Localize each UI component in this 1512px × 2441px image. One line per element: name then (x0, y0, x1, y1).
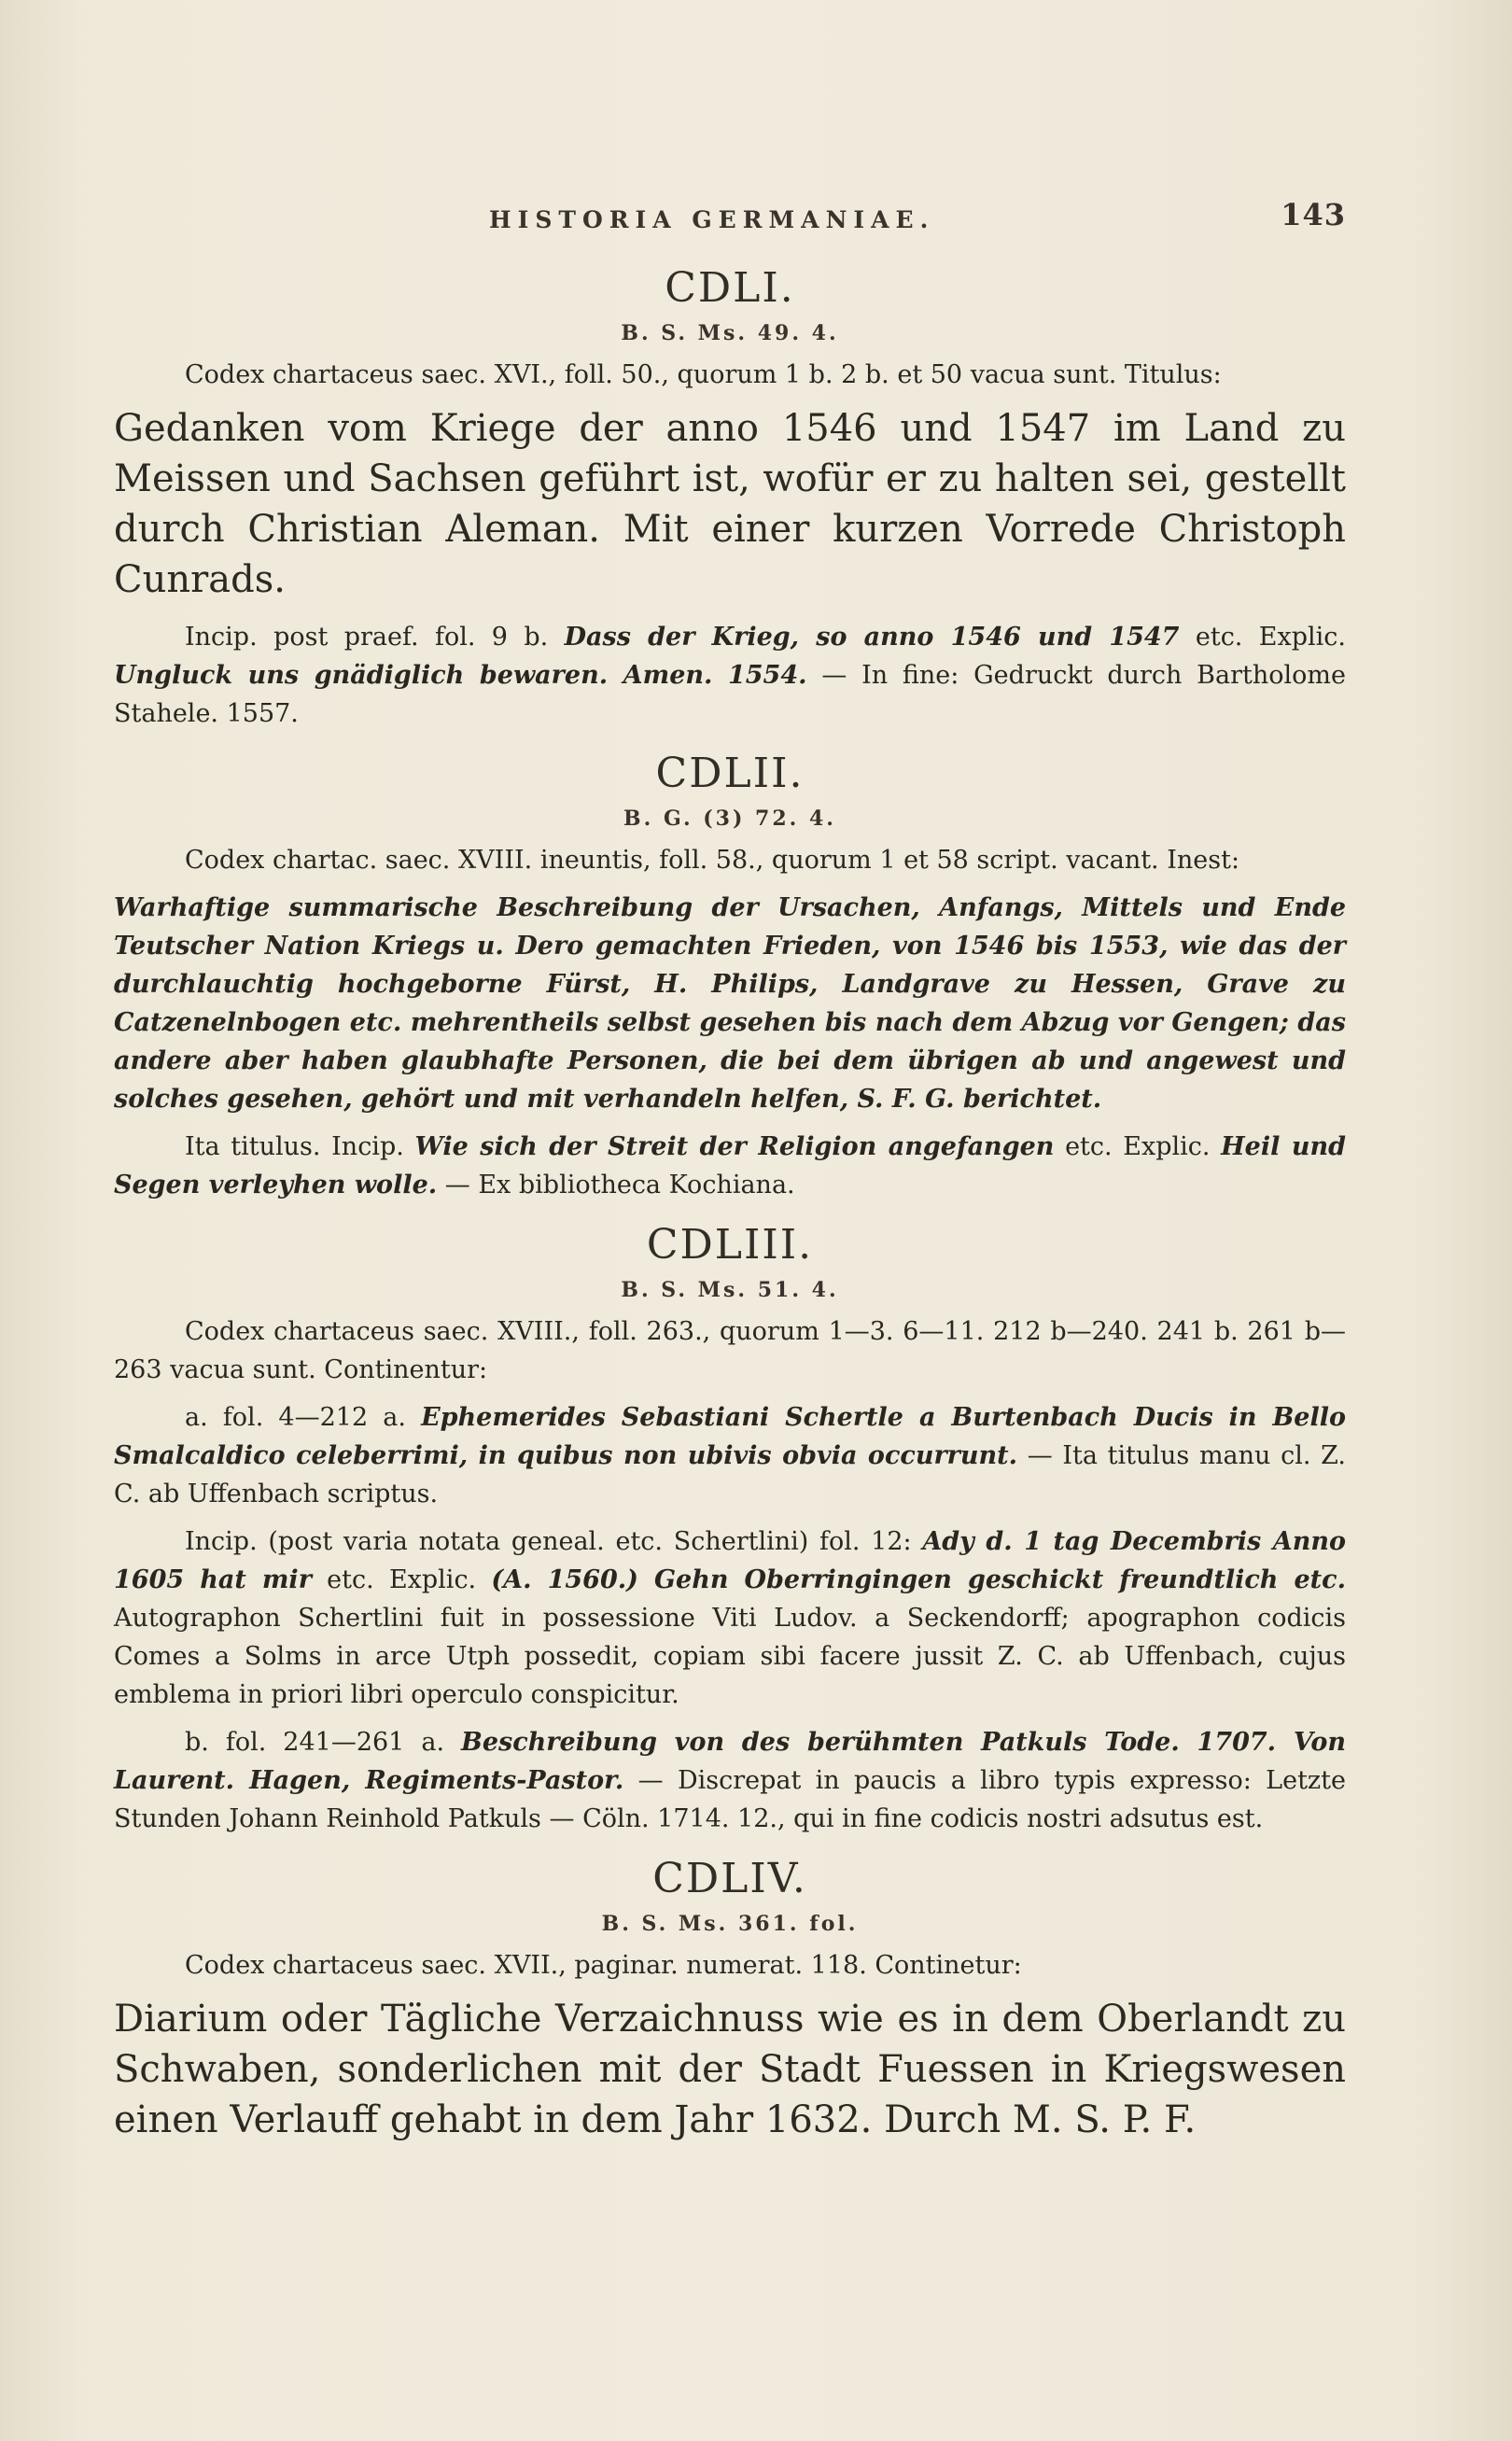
page-content (114, 191, 1346, 2158)
entry-cdli (114, 262, 1346, 733)
item-a-note: — Ita titulus manu cl. Z. C. ab Uffenbach scriptus. (114, 1441, 1346, 1508)
entry-cdlii (114, 748, 1346, 1204)
item-b (114, 1723, 1346, 1838)
provenance-note: — Ex bibliotheca Kochiana. (444, 1171, 795, 1199)
explicit-text: Ungluck uns gnädiglich bewaren. Amen. 1554. (114, 661, 807, 690)
incipit-text: Dass der Krieg, so anno 1546 und 1547 (564, 623, 1180, 652)
codex-description: Codex chartaceus saec. XVIII., foll. 263., quorum 1—3. 6—11. 212 b—240. 241 b. 261 b—263 vacua sunt. Continentur: (114, 1317, 1346, 1384)
item-b-title: Beschreibung von des berühmten Patkuls Tode. 1707. Von Laurent. Hagen, Regiments-Pastor. (114, 1728, 1346, 1795)
shelfmark: B. G. (3) 72. 4. (623, 807, 836, 831)
codex-description: Codex chartac. saec. XVIII. ineuntis, foll. 58., quorum 1 et 58 script. vacant. Inest: (185, 846, 1240, 875)
incipit-explicit (114, 1128, 1346, 1204)
explicit-label: etc. Explic. (1195, 623, 1346, 652)
item-a-title: Ephemerides Sebastiani Schertle a Burtenbach Ducis in Bello Smalcaldico celeberrimi, in quibus non ubivis obvia occurrunt. (114, 1403, 1346, 1470)
entry-number: CDLIV. (652, 1855, 807, 1902)
running-title: HISTORIA GERMANIAE. (489, 206, 935, 233)
incipit-label: Ita titulus. Incip. (185, 1132, 404, 1161)
shelfmark: B. S. Ms. 49. 4. (621, 321, 839, 345)
shelfmark: B. S. Ms. 51. 4. (621, 1278, 839, 1302)
item-a (114, 1398, 1346, 1513)
work-title: Gedanken vom Kriege der anno 1546 und 1547 im Land zu Meissen und Sachsen geführt ist, wofür er zu halten sei, gestellt durch Christian Aleman. Mit einer kurzen Vorrede Christoph Cunrads. (114, 407, 1346, 601)
entry-number: CDLI. (665, 264, 795, 312)
incipit-explicit (114, 618, 1346, 733)
incipit-label: Incip. (post varia notata geneal. etc. Schertlini) fol. 12: (185, 1527, 912, 1556)
codex-description: Codex chartaceus saec. XVI., foll. 50., quorum 1 b. 2 b. et 50 vacua sunt. Titulus: (185, 360, 1222, 389)
explicit-text: (A. 1560.) Gehn Oberringingen geschickt freundtlich etc. (491, 1565, 1346, 1594)
entry-cdliii (114, 1219, 1346, 1838)
explicit-label: etc. Explic. (327, 1565, 477, 1594)
print-note: — In fine: Gedruckt durch Bartholome Stahele. 1557. (114, 661, 1346, 728)
running-head (114, 191, 1346, 247)
entry-number: CDLII. (655, 750, 805, 797)
work-title: Diarium oder Tägliche Verzaichnuss wie es in dem Oberlandt zu Schwaben, sonderlichen mit der Stadt Fuessen in Kriegswesen einen Verlauff gehabt in dem Jahr 1632. Durch M. S. P. F. (114, 1998, 1346, 2141)
entry-number: CDLIII. (646, 1221, 814, 1269)
explicit-label: etc. Explic. (1065, 1132, 1211, 1161)
entry-cdliv (114, 1853, 1346, 2145)
incipit-text: Wie sich der Streit der Religion angefangen (414, 1132, 1055, 1161)
work-title: Warhaftige summarische Beschreibung der Ursachen, Anfangs, Mittels und Ende Teutscher Nation Kriegs u. Dero gemachten Frieden, von 1546 bis 1553, wie das der durchlauchtig hochgeborne Fürst, H. Philips, Landgrave zu Hessen, Grave zu Catzenelnbogen etc. mehrentheils selbst gesehen bis nach dem Abzug vor Gengen; das andere aber haben glaubhafte Personen, die bei dem übrigen ab und angewest und solches gesehen, gehört und mit verhandeln helfen, S. F. G. berichtet. (114, 893, 1346, 1114)
shelfmark: B. S. Ms. 361. fol. (601, 1912, 859, 1936)
item-b-label: b. fol. 241—261 a. (185, 1728, 445, 1757)
autograph-note: Autographon Schertlini fuit in possessione Viti Ludov. a Seckendorff; apographon codicis Comes a Solms in arce Utph possedit, copiam sibi facere jussit Z. C. ab Uffenbach, cujus emblema in priori libri operculo conspicitur. (114, 1604, 1346, 1709)
item-b-note: — Discrepat in paucis a libro typis expresso: Letzte Stunden Johann Reinhold Patkuls — Cöln. 1714. 12., qui in fine codicis nostri adsutus est. (114, 1766, 1346, 1833)
page-number: 143 (1281, 197, 1346, 232)
incipit-label: Incip. post praef. fol. 9 b. (185, 623, 549, 652)
incipit-text: Ady d. 1 tag Decembris Anno 1605 hat mir (114, 1527, 1346, 1594)
explicit-text: Heil und Segen verleyhen wolle. (114, 1132, 1346, 1199)
codex-description: Codex chartaceus saec. XVII., paginar. numerat. 118. Continetur: (185, 1951, 1022, 1980)
item-a-label: a. fol. 4—212 a. (185, 1403, 406, 1432)
incipit-explicit (114, 1522, 1346, 1714)
